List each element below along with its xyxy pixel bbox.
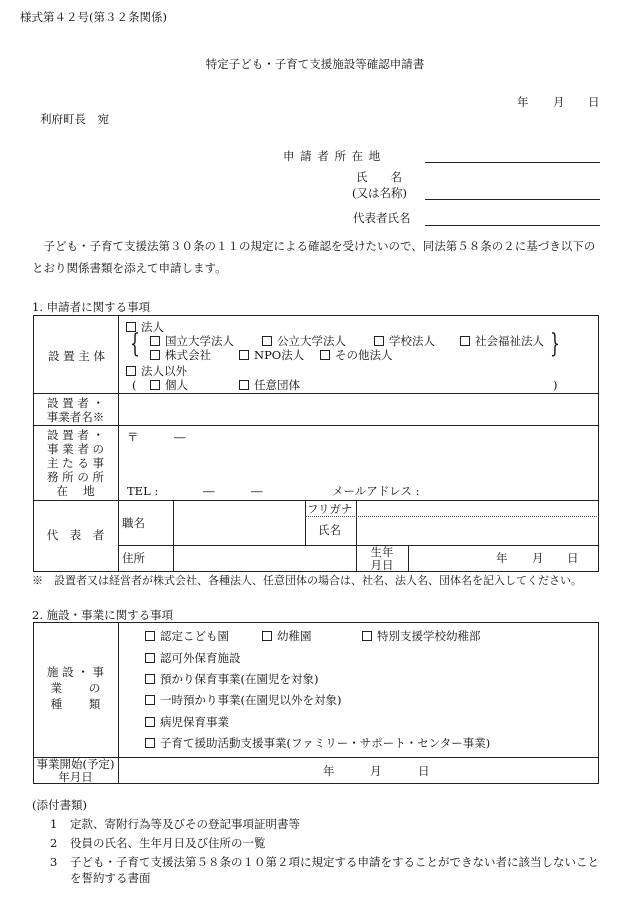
- operator-name-field[interactable]: [120, 396, 598, 424]
- attachment-text-cont: を誓約する書面: [70, 871, 151, 885]
- start-year: 年: [323, 764, 335, 778]
- office-address-field[interactable]: [145, 430, 595, 480]
- checkbox-icon: [239, 350, 249, 360]
- office-label-line: 事 業 者 の: [47, 442, 104, 456]
- start-label: 事業開始(予定): [36, 757, 115, 771]
- facility-option[interactable]: 病児保育事業: [145, 715, 229, 729]
- address-label: 住所: [122, 551, 145, 565]
- furigana-label: フリガナ: [307, 502, 353, 516]
- attachment-text: 定款、寄附行為等及びその登記事項証明書等: [70, 817, 300, 831]
- applicant-name-label: 氏 名: [356, 170, 402, 184]
- section2-heading: 2. 施設・事業に関する事項: [32, 608, 174, 622]
- addressee: 利府町長 宛: [40, 112, 109, 126]
- hojin-type-option[interactable]: その他法人: [320, 348, 393, 362]
- postal-dash: ―: [174, 430, 186, 444]
- hojin-option[interactable]: 法人: [126, 320, 164, 334]
- checkbox-icon: [145, 674, 155, 684]
- birth-day: 日: [567, 551, 579, 565]
- tel-dash: ―: [251, 484, 263, 498]
- operator-name-label-1: 設 置 者 ・: [47, 396, 104, 410]
- checkbox-icon: [239, 380, 249, 390]
- start-label: 年月日: [58, 770, 93, 784]
- applicant-rep-field[interactable]: [425, 225, 600, 226]
- checkbox-icon: [145, 738, 155, 748]
- applicant-address-label: 申 請 者 所 在 地: [283, 149, 382, 163]
- right-brace-icon: }: [550, 329, 560, 359]
- section1-note: ※ 設置者又は経営者が株式会社、各種法人、任意団体の場合は、社名、法人名、団体名を記入してください。: [32, 574, 582, 587]
- facility-option[interactable]: 認定こども園: [145, 629, 229, 643]
- right-paren-icon: ): [553, 378, 558, 392]
- start-date-field[interactable]: [120, 760, 596, 782]
- hojin-igai-type-option[interactable]: 個人: [150, 378, 188, 392]
- facility-option[interactable]: 預かり保育事業(在園児を対象): [145, 672, 318, 686]
- postal-mark: 〒: [127, 430, 139, 444]
- hojin-igai-type-option[interactable]: 任意団体: [239, 378, 300, 392]
- type-label-line: 種 類: [50, 697, 101, 711]
- hojin-type-option[interactable]: 公立大学法人: [262, 334, 346, 348]
- office-label-line: 設 置 者 ・: [47, 428, 104, 442]
- checkbox-icon: [362, 631, 372, 641]
- tel-dash: ―: [203, 484, 215, 498]
- page-title: 特定子ども・子育て支援施設等確認申請書: [205, 57, 425, 71]
- applicant-name-sub-label: (又は名称): [352, 186, 407, 200]
- checkbox-icon: [262, 336, 272, 346]
- office-label-line: 務 所 の 所: [47, 470, 104, 484]
- hojin-type-option[interactable]: NPO法人: [239, 348, 304, 362]
- birth-label: 生年: [370, 545, 394, 559]
- hojin-type-option[interactable]: 国立大学法人: [150, 334, 234, 348]
- position-field[interactable]: [175, 503, 303, 543]
- facility-option[interactable]: 幼稚園: [262, 629, 312, 643]
- hojin-igai-option[interactable]: 法人以外: [126, 364, 187, 378]
- operator-name-label-2: 事業者名※: [46, 410, 105, 424]
- checkbox-icon: [145, 695, 155, 705]
- hojin-type-option[interactable]: 社会福祉法人: [460, 334, 544, 348]
- attachment-text: 子ども・子育て支援法第５８条の１０第２項に規定する申請をすることができない者に該当しないこと: [70, 855, 599, 869]
- mail-label: メールアドレス :: [332, 484, 420, 498]
- left-paren-icon: (: [132, 378, 137, 392]
- date-year: 年: [517, 95, 529, 109]
- applicant-address-field[interactable]: [425, 162, 600, 163]
- office-label-line: 主 た る 事: [47, 456, 104, 470]
- applicant-rep-label: 代表者氏名: [353, 211, 411, 225]
- checkbox-icon: [126, 366, 136, 376]
- rep-label: 代 表 者: [46, 528, 105, 542]
- birth-year: 年: [496, 551, 508, 565]
- date-day: 日: [588, 95, 600, 109]
- attachments-heading: (添付書類): [32, 798, 87, 812]
- position-label: 職名: [122, 516, 145, 530]
- facility-option[interactable]: 認可外保育施設: [145, 651, 241, 665]
- rep-name-label: 氏名: [318, 523, 341, 537]
- start-month: 月: [370, 764, 382, 778]
- section1-heading: 1. 申請者に関する事項: [32, 300, 151, 314]
- checkbox-icon: [374, 336, 384, 346]
- intro-text: 子ども・子育て支援法第３０条の１１の規定による確認を受けたいので、同法第５８条の２に基づき以下のとおり関係書類を添えて申請します。: [32, 239, 596, 275]
- type-label-line: 業 の: [50, 681, 101, 695]
- tel-label: TEL :: [127, 484, 159, 498]
- type-label-line: 施 設 ・ 事: [47, 665, 104, 679]
- checkbox-icon: [460, 336, 470, 346]
- furigana-field[interactable]: [358, 502, 596, 514]
- hojin-type-option[interactable]: 学校法人: [374, 334, 435, 348]
- birth-month: 月: [532, 551, 544, 565]
- attachment-num: 3: [50, 855, 58, 869]
- checkbox-icon: [150, 380, 160, 390]
- rep-name-field[interactable]: [358, 519, 596, 543]
- checkbox-icon: [320, 350, 330, 360]
- office-label-line: 在 地: [56, 484, 95, 498]
- attachment-num: 1: [50, 817, 58, 831]
- start-day: 日: [418, 764, 430, 778]
- hojin-type-option[interactable]: 株式会社: [150, 348, 211, 362]
- checkbox-icon: [145, 717, 155, 727]
- checkbox-icon: [145, 631, 155, 641]
- form-number: 様式第４２号(第３２条関係): [20, 10, 167, 24]
- birth-label: 月日: [370, 558, 394, 572]
- applicant-name-field[interactable]: [425, 199, 600, 200]
- checkbox-icon: [150, 336, 160, 346]
- date-month: 月: [553, 95, 565, 109]
- facility-option[interactable]: 子育て援助活動支援事業(ファミリー・サポート・センター事業): [145, 736, 490, 750]
- checkbox-icon: [150, 350, 160, 360]
- facility-option[interactable]: 一時預かり事業(在園児以外を対象): [145, 693, 341, 707]
- setchi-label: 設 置 主 体: [48, 349, 105, 363]
- facility-option[interactable]: 特別支援学校幼稚部: [362, 629, 481, 643]
- rep-address-field[interactable]: [175, 548, 353, 570]
- checkbox-icon: [145, 653, 155, 663]
- attachment-num: 2: [50, 836, 58, 850]
- left-brace-icon: {: [130, 329, 140, 359]
- checkbox-icon: [262, 631, 272, 641]
- attachment-text: 役員の氏名、生年月日及び住所の一覧: [70, 836, 266, 850]
